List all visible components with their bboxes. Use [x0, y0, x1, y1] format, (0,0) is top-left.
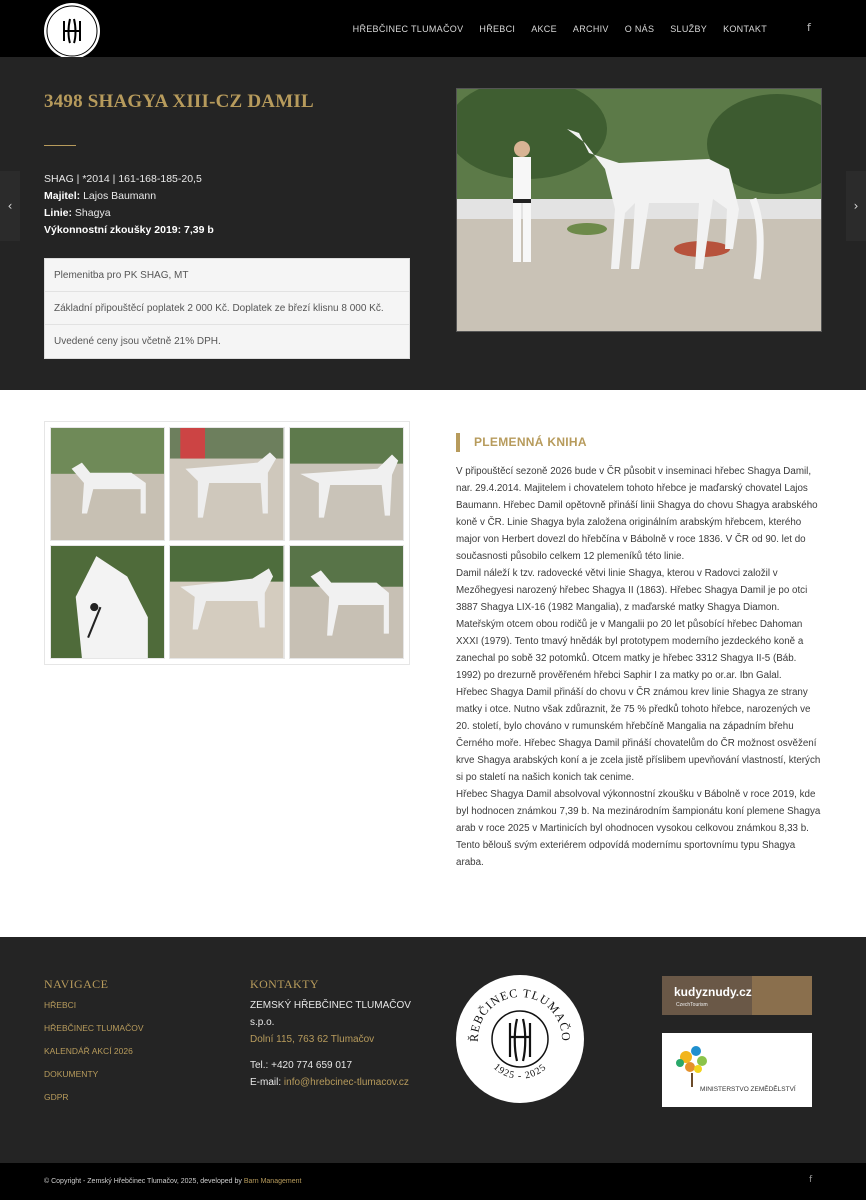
page-title: 3498 SHAGYA XIII-CZ DAMIL	[44, 91, 314, 112]
horse-thumb-image	[290, 546, 403, 658]
footer-link-gdpr[interactable]: GDPR	[44, 1092, 69, 1102]
gallery-thumb[interactable]	[289, 427, 404, 541]
kudyznudy-image	[662, 976, 812, 1015]
article-paragraph: V připouštěcí sezoně 2026 bude v ČR působit v inseminaci hřebec Shagya Damil, nar. 29.4.2014. Majitelem i chovatelem tohoto hřebce je maďarský chovatel Lajos Baumann. Hřebec Damil opětovně přináší linii Shagya do chovu Shagya arabského koně v ČR. Linie Shagya byla založena originálním arabským hřebcem, kterého major von Herbert dovezl do hřebčína v Bábolně v roce 1836. V ČR od 90. let do současnosti působilo celkem 12 plemeníků této linie.	[456, 466, 818, 562]
horse-photo-illustration	[457, 89, 822, 332]
section-title: PLEMENNÁ KNIHA	[456, 433, 587, 452]
performance-score: Výkonnostní zkoušky 2019: 7,39 b	[44, 224, 214, 236]
ministry-logo	[662, 1033, 812, 1107]
svg-text:kudyznudy.cz: kudyznudy.cz	[674, 985, 752, 999]
gallery-thumb[interactable]	[169, 545, 284, 659]
footer-link-hrebcinec[interactable]: HŘEBČINEC TLUMAČOV	[44, 1023, 144, 1033]
footer-contact-title: KONTAKTY	[250, 977, 319, 991]
chevron-left-icon: ‹	[7, 199, 13, 213]
footer-contact	[250, 997, 420, 1091]
address-link[interactable]: Dolní 115, 763 62 Tlumačov	[250, 1034, 375, 1045]
svg-text:MINISTERSTVO ZEMĚDĚLSTVÍ: MINISTERSTVO ZEMĚDĚLSTVÍ	[700, 1086, 796, 1093]
gallery-thumb[interactable]	[50, 427, 165, 541]
price-item: Plemenitba pro PK SHAG, MT	[45, 259, 409, 292]
title-divider	[44, 145, 76, 146]
horse-thumb-image	[290, 428, 403, 540]
nav-kontakt[interactable]: KONTAKT	[723, 23, 767, 34]
horse-info	[44, 171, 214, 239]
gallery-thumb[interactable]	[169, 427, 284, 541]
nav-sluzby[interactable]: SLUŽBY	[670, 23, 708, 34]
nav-hrebci[interactable]: HŘEBCI	[479, 23, 516, 34]
horse-thumb-image	[51, 546, 164, 658]
chevron-right-icon: ›	[853, 199, 859, 213]
gallery-thumb[interactable]	[289, 545, 404, 659]
email-link[interactable]: info@hrebcinec-tlumacov.cz	[283, 1077, 409, 1088]
horse-thumb-image	[170, 428, 283, 540]
footer-link-dokumenty[interactable]: DOKUMENTY	[44, 1069, 99, 1079]
logo-emblem	[46, 5, 98, 57]
article-text	[456, 463, 822, 871]
owner-value: Lajos Baumann	[83, 190, 157, 202]
footer-nav	[44, 998, 144, 1113]
copyright-text: © Copyright - Zemský Hřebčinec Tlumačov, 2025, developed by Barn Management	[44, 1178, 302, 1185]
email-label: E-mail:	[250, 1077, 282, 1088]
price-box	[44, 258, 410, 359]
svg-text:CzechTourism: CzechTourism	[676, 1002, 708, 1008]
horse-thumb-image	[170, 546, 283, 658]
horse-basic-line: SHAG | *2014 | 161-168-185-20,5	[44, 173, 202, 185]
price-item: Základní připouštěcí poplatek 2 000 Kč. Doplatek ze březí klisnu 8 000 Kč.	[45, 292, 409, 325]
site-header	[0, 0, 866, 57]
phone: Tel.: +420 774 659 017	[250, 1060, 353, 1071]
org-type: s.p.o.	[250, 1017, 275, 1028]
developer-link[interactable]: Barn Management	[243, 1178, 302, 1185]
nav-archiv[interactable]: ARCHIV	[572, 23, 609, 34]
email-row	[250, 1074, 420, 1091]
horse-thumb-image	[51, 428, 164, 540]
article-paragraph: Damil náleží k tzv. radovecké větvi linie Shagya, kterou v Radovci založil v Mezőhegyesi narozený hřebec Shagya II (1863). Hřebec Shagya Damil je po otci 3887 Shagya LIX-16 (1982 Mangalia), z maďarské matky Shagya Diamon. Mateřským otcem obou rodičů je v Mangalii po 20 let působící hřebec Dahoman XXXI (1979). Tento tmavý hnědák byl prototypem moderního jezdeckého koně a zanechal po sobě 32 potomků. Otcem matky je hřebec 3312 Shagya II-5 (Báb. 1992) po drezurně prověřeném hřebci Saphir I za matky po or.ar. Ibn Galal.	[456, 568, 808, 681]
facebook-icon[interactable]: f	[809, 1175, 813, 1185]
line-label: Linie:	[44, 207, 72, 219]
owner-label: Majitel:	[44, 190, 81, 202]
next-arrow-button[interactable]	[846, 171, 866, 241]
price-item: Uvedené ceny jsou včetně 21% DPH.	[54, 336, 221, 347]
owner-row	[44, 188, 214, 205]
footer-link-kalendar[interactable]: KALENDÁŘ AKCÍ 2026	[44, 1046, 133, 1056]
article-paragraph: Hřebec Shagya Damil absolvoval výkonnostní zkoušku v Bábolně v roce 2019, kde byl hodnocen známkou 7,39 b. Na mezinárodním šampionátu koní plemene Shagya arab v roce 2025 v Martinicích byl ohodnocen vysokou celkovou známkou 8,33 b. Tento bělouš svým exteriérem odpovídá modernímu sportovnímu typu Shagya araba.	[456, 789, 821, 868]
anniversary-logo	[456, 975, 584, 1103]
kudyznudy-banner[interactable]	[662, 976, 812, 1015]
article-paragraph: Hřebec Shagya Damil přináší do chovu v ČR známou krev linie Shagya ze strany matky i otce. Nutno však zdůraznit, že 75 % předků tohoto hřebce, narozených ve 20. století, bylo chováno v rumunském hřebčíně Mangalia na západním břehu Černého moře. Hřebec Shagya Damil přináší chovatelům do ČR možnost osvěžení krve Shagya arabských koní a je zcela jistě příslibem upevňování vlastností, kterých si po staletí na našich konich tak cenime.	[456, 687, 821, 783]
photo-gallery	[44, 421, 410, 665]
line-value: Shagya	[74, 207, 111, 219]
horse-main-photo[interactable]	[456, 88, 822, 332]
nav-akce[interactable]: AKCE	[531, 23, 557, 34]
nav-hrebcinec[interactable]: HŘEBČINEC TLUMAČOV	[352, 23, 464, 34]
anniversary-emblem	[456, 975, 584, 1103]
logo-text-bottom: 1925 - 2025	[491, 1061, 549, 1082]
ministry-banner[interactable]	[662, 1033, 812, 1107]
prev-arrow-button[interactable]	[0, 171, 20, 241]
nav-o-nas[interactable]: O NÁS	[624, 23, 655, 34]
line-row	[44, 205, 214, 222]
site-logo[interactable]	[44, 3, 100, 59]
main-nav	[353, 0, 767, 57]
facebook-icon[interactable]: f	[807, 21, 811, 34]
footer-link-hrebci[interactable]: HŘEBCI	[44, 1000, 77, 1010]
footer-nav-title: NAVIGACE	[44, 977, 109, 991]
org-name: ZEMSKÝ HŘEBČINEC TLUMAČOV	[250, 1000, 411, 1011]
logo-text-top: ŘEBČINEC TLUMAČO	[466, 985, 574, 1043]
gallery-thumb[interactable]	[50, 545, 165, 659]
